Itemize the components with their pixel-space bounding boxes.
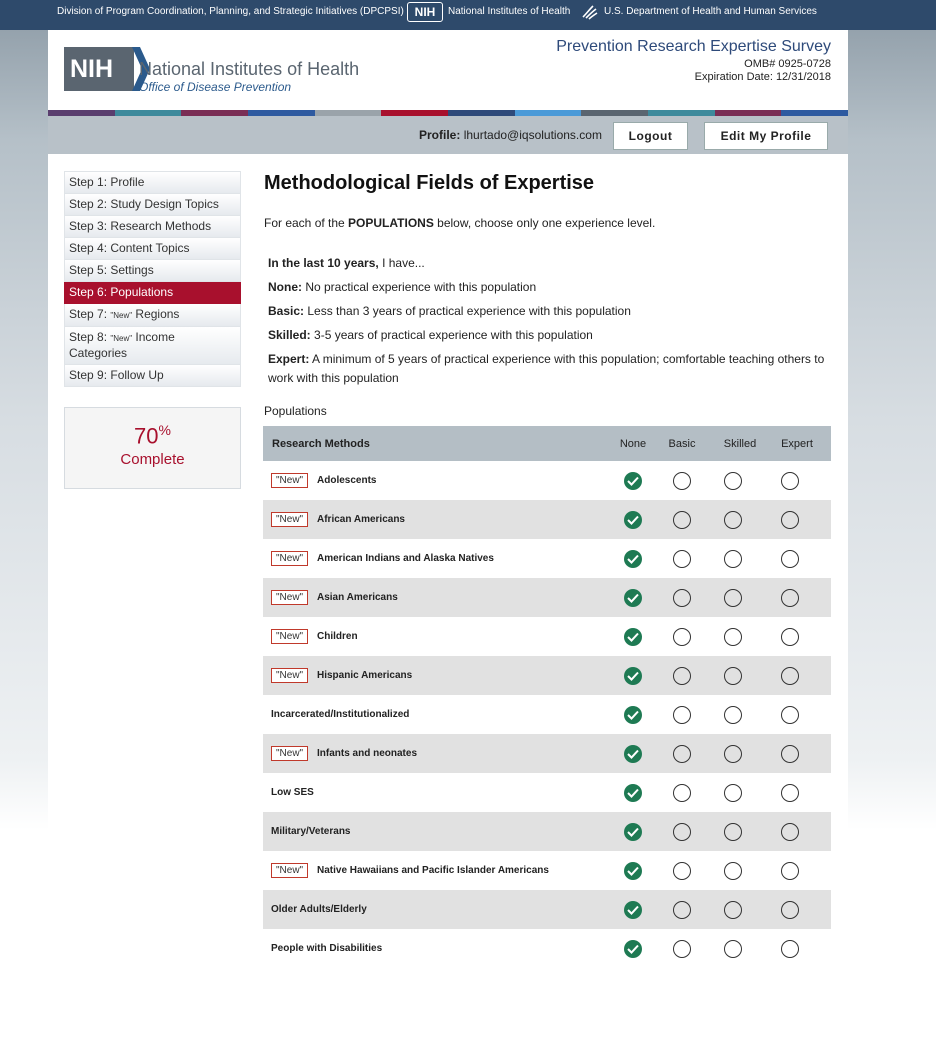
radio-expert[interactable] (781, 745, 799, 763)
profile-label: Profile: (419, 128, 461, 142)
table-body (263, 461, 831, 968)
population-name: Low SES (271, 787, 314, 798)
population-name: Native Hawaiians and Pacific Islander Americans (317, 865, 549, 876)
table-row (263, 656, 831, 695)
radio-none[interactable] (624, 589, 642, 607)
header-basic: Basic (668, 438, 696, 450)
radio-skilled[interactable] (724, 472, 742, 490)
step-item[interactable]: Step 2: Study Design Topics (64, 194, 241, 216)
table-row (263, 461, 831, 500)
table-row (263, 578, 831, 617)
radio-basic[interactable] (673, 862, 691, 880)
new-badge: "New" (271, 746, 308, 761)
step-navigation (64, 171, 241, 387)
radio-none[interactable] (624, 550, 642, 568)
new-badge: "New" (271, 551, 308, 566)
profile-info (419, 128, 602, 142)
population-name: Infants and neonates (317, 748, 418, 759)
checkmark-icon (627, 554, 639, 564)
radio-basic[interactable] (673, 901, 691, 919)
radio-expert[interactable] (781, 940, 799, 958)
checkmark-icon (627, 671, 639, 681)
new-badge: "New" (271, 668, 308, 683)
step-item[interactable]: Step 1: Profile (64, 171, 241, 194)
radio-none[interactable] (624, 940, 642, 958)
page-title: Methodological Fields of Expertise (264, 172, 595, 194)
definition-expert: Expert: A minimum of 5 years of practical experience with this population; comfortable teaching others to work with this population (268, 352, 825, 385)
new-badge: "New" (271, 590, 308, 605)
radio-expert[interactable] (781, 589, 799, 607)
population-name: Incarcerated/Institutionalized (271, 709, 410, 720)
population-name: American Indians and Alaska Natives (317, 553, 494, 564)
checkmark-icon (627, 905, 639, 915)
radio-basic[interactable] (673, 823, 691, 841)
progress-percent: 70% (134, 422, 171, 449)
table-row (263, 695, 831, 734)
radio-basic[interactable] (673, 667, 691, 685)
table-header (263, 426, 831, 461)
radio-skilled[interactable] (724, 862, 742, 880)
definition-lead: In the last 10 years, I have... (268, 256, 425, 270)
populations-table (263, 426, 831, 968)
radio-none[interactable] (624, 784, 642, 802)
step-item[interactable]: Step 5: Settings (64, 260, 241, 282)
checkmark-icon (627, 476, 639, 486)
table-row (263, 539, 831, 578)
logo-title: National Institutes of Health (139, 59, 360, 79)
progress-label: Complete (120, 451, 185, 469)
site-header (48, 30, 848, 110)
radio-skilled[interactable] (724, 745, 742, 763)
radio-basic[interactable] (673, 784, 691, 802)
radio-basic[interactable] (673, 745, 691, 763)
checkmark-icon (627, 710, 639, 720)
profile-email: lhurtado@iqsolutions.com (463, 128, 602, 142)
radio-none[interactable] (624, 667, 642, 685)
omb-number: OMB# 0925-0728 (744, 58, 831, 70)
step-item[interactable]: Step 4: Content Topics (64, 238, 241, 260)
progress-box (64, 407, 241, 489)
nih-link[interactable]: National Institutes of Health (448, 6, 571, 17)
radio-skilled[interactable] (724, 823, 742, 841)
checkmark-icon (627, 632, 639, 642)
step-item[interactable]: Step 6: Populations (64, 282, 241, 304)
main-panel (48, 154, 848, 968)
radio-skilled[interactable] (724, 667, 742, 685)
table-row (263, 851, 831, 890)
header-expert: Expert (781, 438, 813, 450)
table-row (263, 500, 831, 539)
logout-button[interactable]: Logout (613, 122, 688, 150)
experience-definitions (268, 254, 833, 393)
hhs-link[interactable]: U.S. Department of Health and Human Services (604, 6, 817, 17)
radio-skilled[interactable] (724, 550, 742, 568)
table-row (263, 890, 831, 929)
radio-skilled[interactable] (724, 511, 742, 529)
radio-expert[interactable] (781, 667, 799, 685)
table-row (263, 773, 831, 812)
radio-basic[interactable] (673, 628, 691, 646)
radio-expert[interactable] (781, 823, 799, 841)
radio-expert[interactable] (781, 628, 799, 646)
radio-skilled[interactable] (724, 628, 742, 646)
radio-skilled[interactable] (724, 784, 742, 802)
radio-expert[interactable] (781, 472, 799, 490)
radio-none[interactable] (624, 511, 642, 529)
step-item[interactable]: Step 7: "New" Regions (64, 304, 241, 327)
definition-none: None: No practical experience with this population (268, 280, 537, 294)
table-row (263, 812, 831, 851)
radio-basic[interactable] (673, 550, 691, 568)
new-badge: "New" (271, 473, 308, 488)
new-tag: "New" (110, 334, 133, 343)
population-name: Children (317, 631, 358, 642)
header-none: None (619, 438, 647, 450)
radio-expert[interactable] (781, 784, 799, 802)
radio-basic[interactable] (673, 511, 691, 529)
population-name: Hispanic Americans (317, 670, 413, 681)
step-item[interactable]: Step 8: "New" Income Categories (64, 327, 241, 365)
radio-none[interactable] (624, 472, 642, 490)
population-name: Asian Americans (317, 592, 398, 603)
survey-title: Prevention Research Expertise Survey (556, 38, 831, 55)
nih-logo[interactable]: NIH (64, 47, 134, 91)
expiration-date: Expiration Date: 12/31/2018 (694, 71, 831, 83)
radio-none[interactable] (624, 706, 642, 724)
checkmark-icon (627, 866, 639, 876)
table-row (263, 617, 831, 656)
radio-skilled[interactable] (724, 589, 742, 607)
definition-skilled: Skilled: 3-5 years of practical experience with this population (268, 328, 593, 342)
checkmark-icon (627, 593, 639, 603)
checkmark-icon (627, 788, 639, 798)
new-badge: "New" (271, 512, 308, 527)
intro-text: For each of the POPULATIONS below, choose only one experience level. (264, 216, 656, 230)
radio-basic[interactable] (673, 472, 691, 490)
radio-skilled[interactable] (724, 706, 742, 724)
new-badge: "New" (271, 629, 308, 644)
radio-skilled[interactable] (724, 901, 742, 919)
top-bar (0, 0, 936, 30)
population-name: People with Disabilities (271, 943, 383, 954)
population-name: African Americans (317, 514, 405, 525)
profile-bar (48, 116, 848, 154)
radio-basic[interactable] (673, 589, 691, 607)
header-research-methods: Research Methods (272, 438, 370, 450)
step-item[interactable]: Step 9: Follow Up (64, 365, 241, 387)
radio-expert[interactable] (781, 862, 799, 880)
radio-none[interactable] (624, 823, 642, 841)
definition-basic: Basic: Less than 3 years of practical experience with this population (268, 304, 631, 318)
new-badge: "New" (271, 863, 308, 878)
radio-expert[interactable] (781, 550, 799, 568)
radio-basic[interactable] (673, 706, 691, 724)
table-row (263, 929, 831, 968)
population-name: Adolescents (317, 475, 377, 486)
radio-expert[interactable] (781, 511, 799, 529)
edit-profile-button[interactable]: Edit My Profile (704, 122, 828, 150)
nih-mini-logo[interactable]: NIH (407, 2, 443, 22)
population-name: Older Adults/Elderly (271, 904, 367, 915)
checkmark-icon (627, 827, 639, 837)
table-row (263, 734, 831, 773)
step-item[interactable]: Step 3: Research Methods (64, 216, 241, 238)
hhs-eagle-icon (580, 2, 600, 22)
radio-none[interactable] (624, 901, 642, 919)
logo-subtitle: Office of Disease Prevention (139, 80, 292, 94)
checkmark-icon (627, 944, 639, 954)
radio-skilled[interactable] (724, 940, 742, 958)
division-link[interactable]: Division of Program Coordination, Planning, and Strategic Initiatives (DPCPSI) (57, 6, 404, 17)
radio-basic[interactable] (673, 940, 691, 958)
population-name: Military/Veterans (271, 826, 351, 837)
checkmark-icon (627, 515, 639, 525)
header-skilled: Skilled (723, 438, 757, 450)
new-tag: "New" (110, 311, 133, 320)
radio-expert[interactable] (781, 706, 799, 724)
radio-none[interactable] (624, 628, 642, 646)
radio-none[interactable] (624, 745, 642, 763)
checkmark-icon (627, 749, 639, 759)
radio-expert[interactable] (781, 901, 799, 919)
populations-label: Populations (264, 404, 327, 418)
radio-none[interactable] (624, 862, 642, 880)
